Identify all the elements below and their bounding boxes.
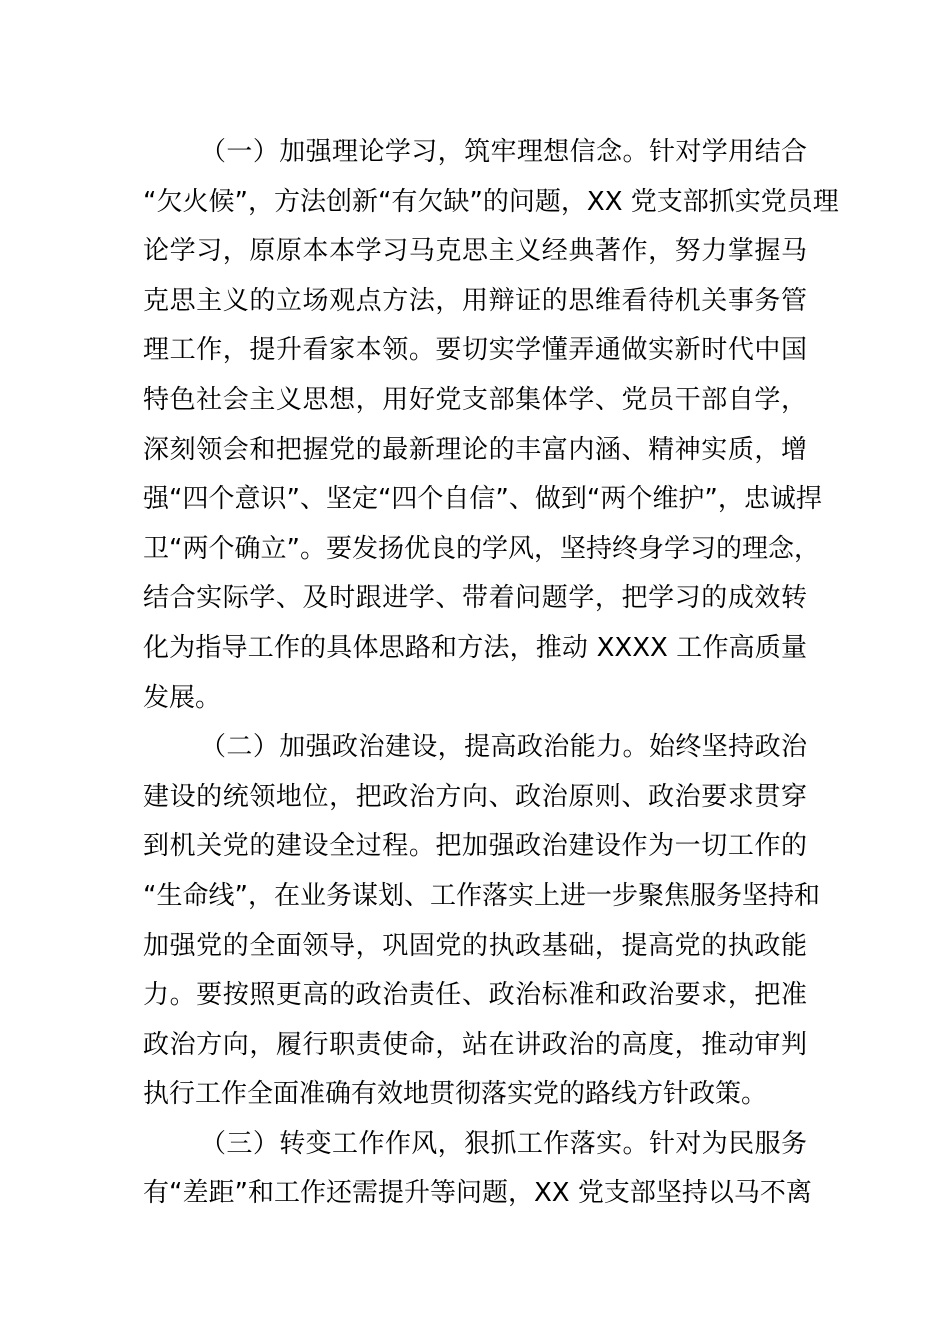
paragraph-line: 有“差距”和工作还需提升等问题，XX 党支部坚持以马不离 xyxy=(143,1178,812,1209)
paragraph-line: 加强党的全面领导，巩固党的执政基础，提高党的执政能 xyxy=(143,930,807,961)
paragraph-line: 卫“两个确立”。要发扬优良的学风，坚持终身学习的理念， xyxy=(143,533,820,564)
paragraph-line: 结合实际学、及时跟进学、带着问题学，把学习的成效转 xyxy=(143,583,807,614)
paragraph-3 xyxy=(143,1120,812,1219)
paragraph-line: “生命线”，在业务谋划、工作落实上进一步聚焦服务坚持和 xyxy=(143,880,820,911)
paragraph-line: “欠火候”，方法创新“有欠缺”的问题，XX 党支部抓实党员理 xyxy=(143,186,839,217)
paragraph-line: 建设的统领地位，把政治方向、政治原则、政治要求贯穿 xyxy=(143,781,807,812)
document-body xyxy=(143,128,839,1219)
paragraph-line: 论学习，原原本本学习马克思主义经典著作，努力掌握马 xyxy=(143,236,807,267)
paragraph-line: 政治方向，履行职责使命，站在讲政治的高度，推动审判 xyxy=(143,1029,807,1060)
paragraph-line: 理工作，提升看家本领。要切实学懂弄通做实新时代中国 xyxy=(143,335,807,366)
paragraph-line: 化为指导工作的具体思路和方法，推动 XXXX 工作高质量 xyxy=(143,632,807,663)
paragraph-line: （二）加强政治建设，提高政治能力。始终坚持政治 xyxy=(200,732,807,763)
paragraph-line: 发展。 xyxy=(143,682,222,713)
paragraph-line: 强“四个意识”、坚定“四个自信”、做到“两个维护”，忠诚捍 xyxy=(143,484,822,515)
paragraph-line: 执行工作全面准确有效地贯彻落实党的路线方针政策。 xyxy=(143,1079,768,1110)
paragraph-line: 特色社会主义思想，用好党支部集体学、党员干部自学， xyxy=(143,384,807,415)
paragraph-2 xyxy=(143,723,820,1120)
paragraph-line: （一）加强理论学习，筑牢理想信念。针对学用结合 xyxy=(200,137,807,167)
paragraph-line: 力。要按照更高的政治责任、政治标准和政治要求，把准 xyxy=(143,980,807,1011)
paragraph-line: 深刻领会和把握党的最新理论的丰富内涵、精神实质，增 xyxy=(143,434,807,465)
paragraph-1 xyxy=(143,128,839,723)
paragraph-line: 到机关党的建设全过程。把加强政治建设作为一切工作的 xyxy=(143,831,807,862)
paragraph-line: 克思主义的立场观点方法，用辩证的思维看待机关事务管 xyxy=(143,285,807,316)
paragraph-line: （三）转变工作作风，狠抓工作落实。针对为民服务 xyxy=(200,1128,807,1159)
